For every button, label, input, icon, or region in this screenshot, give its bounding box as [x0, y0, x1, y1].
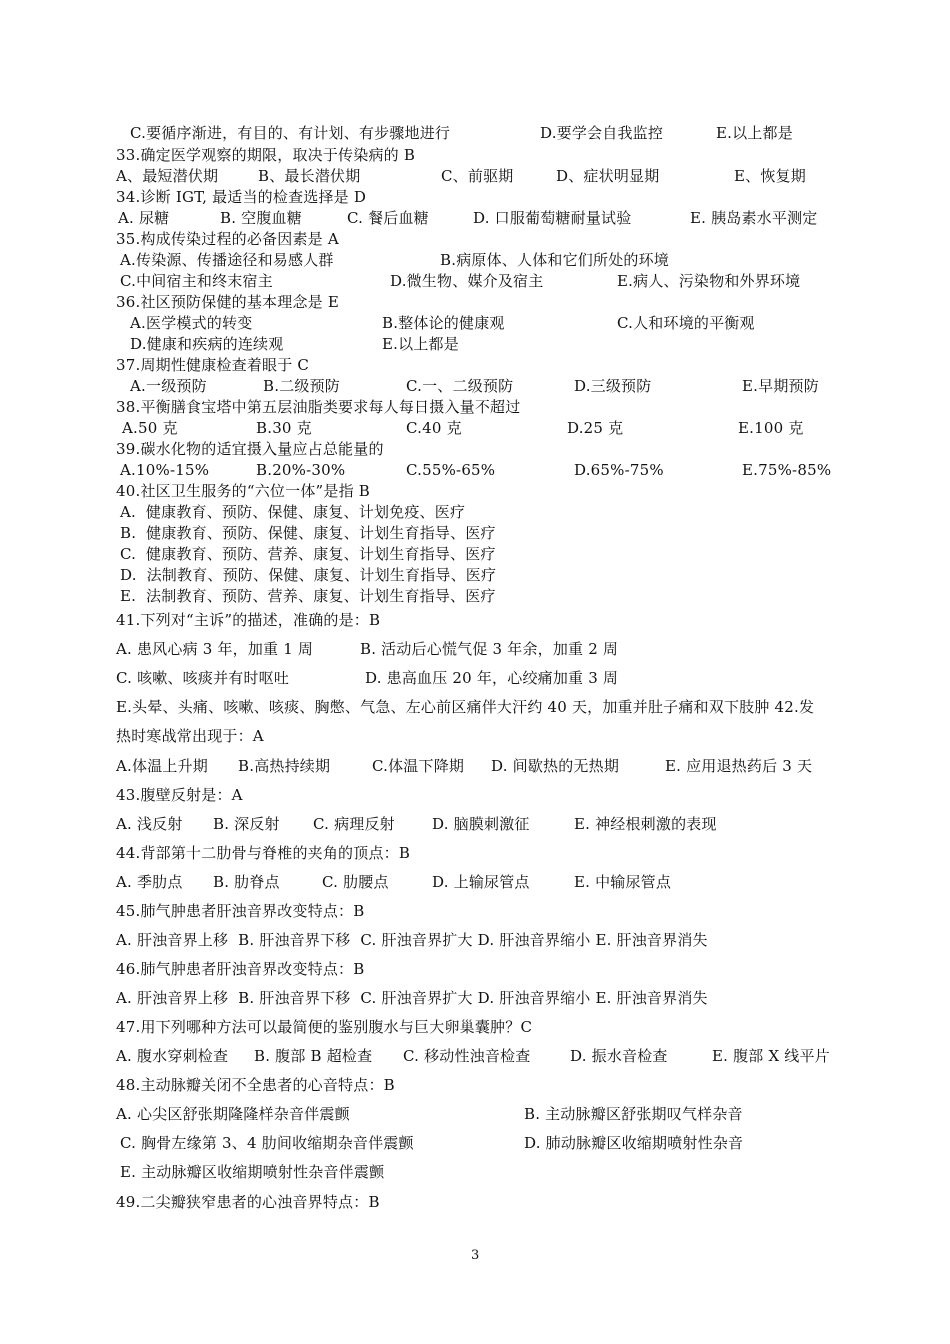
text-line: A.50 克	[122, 419, 178, 437]
text-line: C.中间宿主和终末宿主	[120, 272, 273, 290]
text-line: A. 健康教育、预防、保健、康复、计划免疫、医疗	[120, 503, 466, 521]
text-line: D. 上输尿管点	[432, 873, 530, 891]
text-line: 46.肺气肿患者肝浊音界改变特点：B	[116, 960, 365, 978]
text-line: 40.社区卫生服务的“六位一体”是指 B	[116, 482, 370, 500]
text-line: 48.主动脉瓣关闭不全患者的心音特点：B	[116, 1076, 395, 1094]
text-line: E. 主动脉瓣区收缩期喷射性杂音伴震颤	[120, 1163, 385, 1181]
text-line: 49.二尖瓣狭窄患者的心浊音界特点：B	[116, 1193, 380, 1211]
text-line: B. 空腹血糖	[220, 209, 302, 227]
text-line: A. 心尖区舒张期隆隆样杂音伴震颤	[116, 1105, 350, 1123]
text-line: D.微生物、媒介及宿主	[390, 272, 544, 290]
text-line: A. 腹水穿刺检查	[116, 1047, 229, 1065]
text-line: A. 肝浊音界上移 B. 肝浊音界下移 C. 肝浊音界扩大 D. 肝浊音界缩小 E. 肝浊音界消失	[116, 931, 708, 949]
text-line: E.病人、污染物和外界环境	[617, 272, 801, 290]
text-line: E.早期预防	[742, 377, 819, 395]
text-line: 35.构成传染过程的必备因素是 A	[116, 230, 339, 248]
text-line: 39.碳水化物的适宜摄入量应占总能量的	[116, 440, 384, 458]
text-line: C. 胸骨左缘第 3、4 肋间收缩期杂音伴震颤	[120, 1134, 414, 1152]
text-line: E.以上都是	[716, 124, 793, 142]
text-line: D.25 克	[567, 419, 624, 437]
text-line: C. 病理反射	[313, 815, 395, 833]
text-line: B.整体论的健康观	[382, 314, 505, 332]
text-line: C.体温下降期	[372, 757, 465, 775]
text-line: A.一级预防	[130, 377, 207, 395]
text-line: A、最短潜伏期	[116, 167, 219, 185]
text-line: D. 振水音检查	[570, 1047, 668, 1065]
text-line: A.传染源、传播途径和易感人群	[120, 251, 334, 269]
text-line: 33.确定医学观察的期限，取决于传染病的 B	[116, 146, 416, 164]
text-line: C. 餐后血糖	[347, 209, 429, 227]
text-line: A. 患风心病 3 年，加重 1 周	[116, 640, 314, 658]
text-line: 37.周期性健康检查着眼于 C	[116, 356, 310, 374]
text-line: 38.平衡膳食宝塔中第五层油脂类要求每人每日摄入量不超过	[116, 398, 521, 416]
text-line: D. 法制教育、预防、保健、康复、计划生育指导、医疗	[120, 566, 497, 584]
text-line: C.要循序渐进，有目的、有计划、有步骤地进行	[130, 124, 451, 142]
text-line: E.100 克	[738, 419, 804, 437]
text-line: C.55%-65%	[406, 461, 496, 479]
text-line: D. 间歇热的无热期	[491, 757, 620, 775]
text-line: B. 健康教育、预防、保健、康复、计划生育指导、医疗	[120, 524, 496, 542]
text-line: 44.背部第十二肋骨与脊椎的夹角的顶点：B	[116, 844, 411, 862]
text-line: A. 季肋点	[116, 873, 183, 891]
text-line: C. 健康教育、预防、营养、康复、计划生育指导、医疗	[120, 545, 496, 563]
text-line: B.病原体、人体和它们所处的环境	[440, 251, 669, 269]
text-line: E、恢复期	[734, 167, 806, 185]
text-line: C.40 克	[406, 419, 462, 437]
text-line: B、最长潜伏期	[258, 167, 361, 185]
text-line: E.头晕、头痛、咳嗽、咳痰、胸憋、气急、左心前区痛伴大汗约 40 天，加重并肚子痛和双下肢肿 42.发	[116, 698, 815, 716]
page-number: 3	[471, 1248, 480, 1263]
text-line: D.健康和疾病的连续观	[130, 335, 284, 353]
text-line: B. 肋脊点	[213, 873, 280, 891]
text-line: C、前驱期	[441, 167, 514, 185]
text-line: E. 神经根刺激的表现	[574, 815, 717, 833]
text-line: D.65%-75%	[574, 461, 664, 479]
text-line: C.一、二级预防	[406, 377, 514, 395]
text-line: B.30 克	[256, 419, 312, 437]
text-line: D.要学会自我监控	[540, 124, 664, 142]
text-line: A. 浅反射	[116, 815, 183, 833]
text-line: B.20%-30%	[256, 461, 346, 479]
text-line: A. 尿糖	[118, 209, 170, 227]
text-line: A.10%-15%	[120, 461, 210, 479]
text-line: B. 腹部 B 超检查	[254, 1047, 373, 1065]
text-line: D. 脑膜刺激征	[432, 815, 530, 833]
text-line: 43.腹壁反射是：A	[116, 786, 243, 804]
text-line: E. 应用退热药后 3 天	[665, 757, 813, 775]
text-line: A.体温上升期	[116, 757, 209, 775]
text-line: D.三级预防	[574, 377, 652, 395]
text-line: E.75%-85%	[742, 461, 832, 479]
text-line: E. 腹部 X 线平片	[712, 1047, 830, 1065]
text-line: E. 法制教育、预防、营养、康复、计划生育指导、医疗	[120, 587, 496, 605]
text-line: 36.社区预防保健的基本理念是 E	[116, 293, 339, 311]
text-line: A.医学模式的转变	[130, 314, 253, 332]
text-line: B. 主动脉瓣区舒张期叹气样杂音	[524, 1105, 743, 1123]
text-line: A. 肝浊音界上移 B. 肝浊音界下移 C. 肝浊音界扩大 D. 肝浊音界缩小 E. 肝浊音界消失	[116, 989, 708, 1007]
text-line: C.人和环境的平衡观	[617, 314, 755, 332]
text-line: D. 肺动脉瓣区收缩期喷射性杂音	[524, 1134, 744, 1152]
text-line: 34.诊断 IGT, 最适当的检查选择是 D	[116, 188, 367, 206]
text-line: E. 中输尿管点	[574, 873, 672, 891]
text-line: 45.肺气肿患者肝浊音界改变特点：B	[116, 902, 365, 920]
text-line: C. 肋腰点	[322, 873, 389, 891]
text-line: C. 咳嗽、咳痰并有时呕吐	[116, 669, 290, 687]
text-line: D. 口服葡萄糖耐量试验	[473, 209, 632, 227]
text-line: D. 患高血压 20 年，心绞痛加重 3 周	[365, 669, 619, 687]
text-line: E.以上都是	[382, 335, 459, 353]
text-line: D、症状明显期	[556, 167, 660, 185]
text-line: 47.用下列哪种方法可以最简便的鉴别腹水与巨大卵巢囊肿？C	[116, 1018, 533, 1036]
text-line: C. 移动性浊音检查	[403, 1047, 531, 1065]
text-line: B. 活动后心慌气促 3 年余，加重 2 周	[360, 640, 619, 658]
text-line: B.高热持续期	[238, 757, 331, 775]
text-line: 41.下列对“主诉”的描述，准确的是：B	[116, 611, 381, 629]
text-line: B.二级预防	[263, 377, 340, 395]
text-line: E. 胰岛素水平测定	[690, 209, 818, 227]
text-line: 热时寒战常出现于：A	[116, 727, 264, 745]
text-line: B. 深反射	[213, 815, 280, 833]
